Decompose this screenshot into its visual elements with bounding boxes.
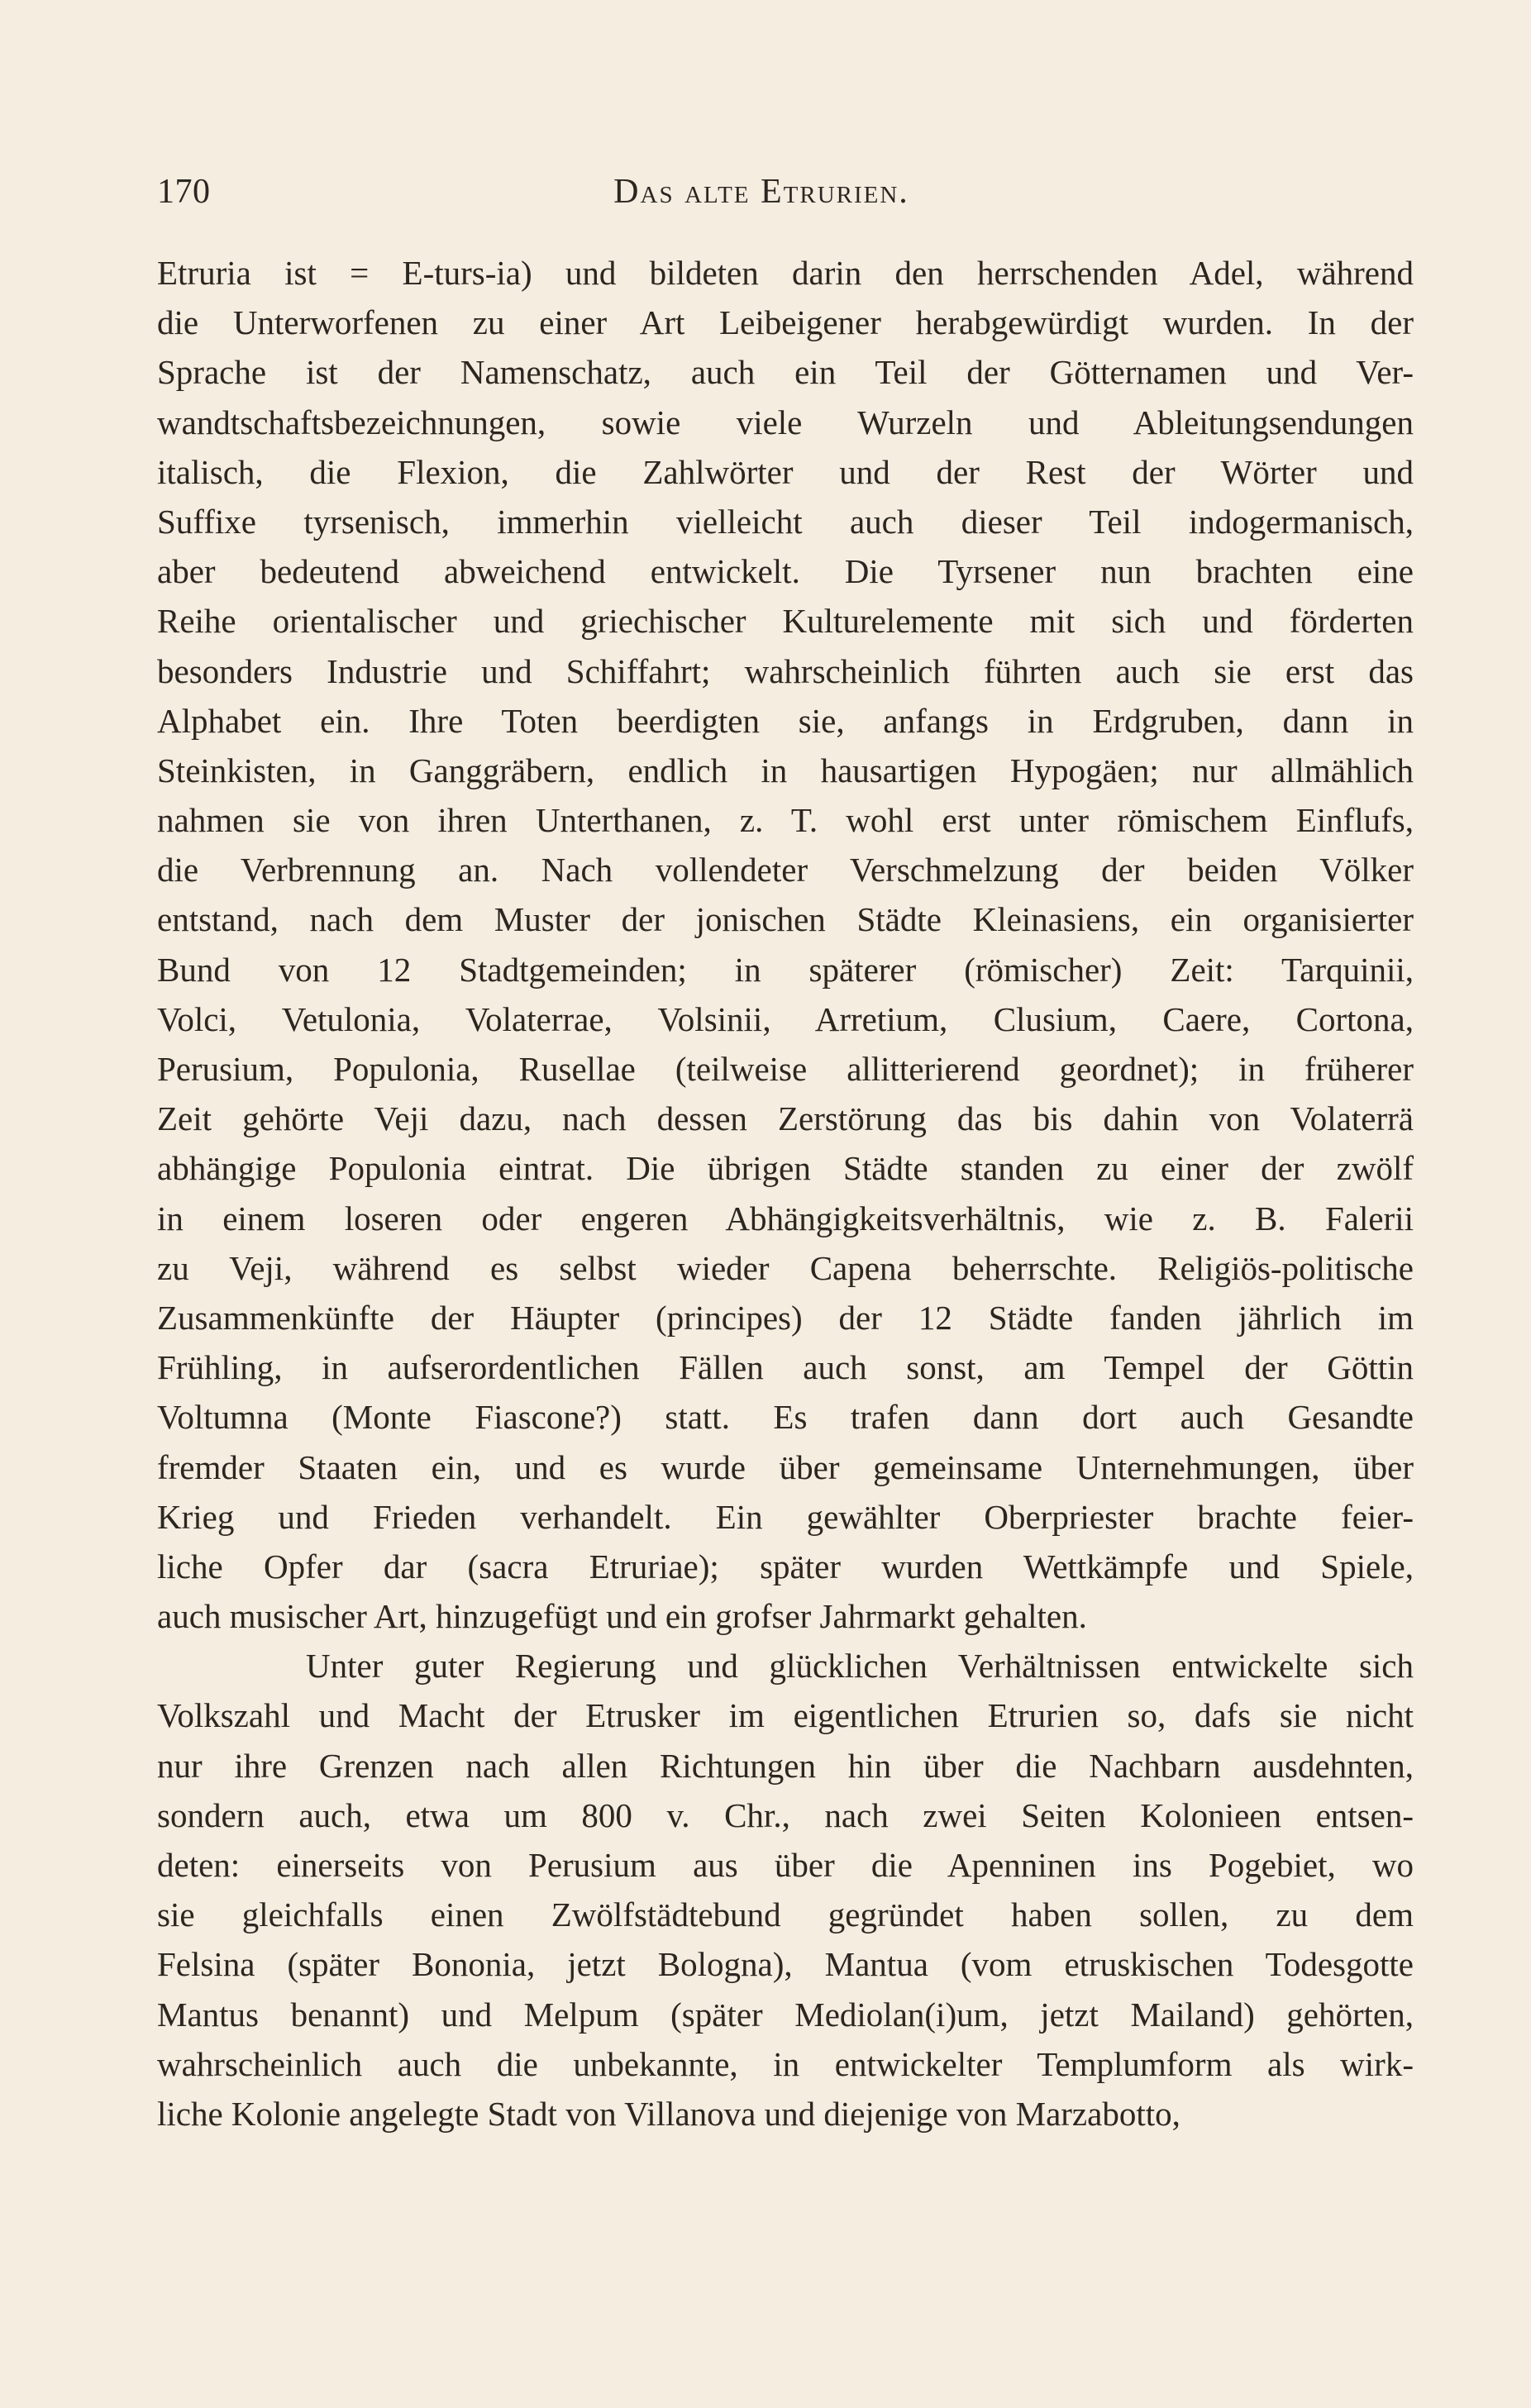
text-line: fremder Staaten ein, und es wurde über gemeinsame Unternehmungen, über (157, 1447, 1414, 1486)
page-number: 170 (157, 173, 211, 211)
text-line: zu Veji, während es selbst wieder Capena beherrschte. Religiös-politische (157, 1248, 1414, 1287)
text-line: abhängige Populonia eintrat. Die übrigen Städte standen zu einer der zwölf (157, 1149, 1414, 1188)
running-title: Das alte Etrurien. (613, 173, 909, 211)
text-line: entstand, nach dem Muster der jonischen Städte Kleinasiens, ein organisierter (157, 900, 1414, 939)
text-line: besonders Industrie und Schiffahrt; wahrscheinlich führten auch sie erst das (157, 651, 1414, 690)
paragraph (157, 1641, 1414, 2139)
text-line: italisch, die Flexion, die Zahlwörter und der Rest der Wörter und (157, 452, 1414, 491)
text-line: Voltumna (Monte Fiascone?) statt. Es trafen dann dort auch Gesandte (157, 1398, 1414, 1437)
text-line: Steinkisten, in Ganggräbern, endlich in hausartigen Hypogäen; nur allmählich (157, 751, 1414, 789)
text-line: Sprache ist der Namenschatz, auch ein Teil der Götternamen und Ver- (157, 353, 1414, 392)
text-line: Zusammenkünfte der Häupter (principes) der 12 Städte fanden jährlich im (157, 1298, 1414, 1337)
text-line: wahrscheinlich auch die unbekannte, in entwickelter Templumform als wirk- (157, 2044, 1414, 2083)
page-header (157, 172, 1366, 218)
text-line: Alphabet ein. Ihre Toten beerdigten sie, anfangs in Erdgruben, dann in (157, 701, 1414, 740)
text-line: sondern auch, etwa um 800 v. Chr., nach zwei Seiten Kolonieen entsen- (157, 1795, 1414, 1834)
text-line: Volci, Vetulonia, Volaterrae, Volsinii, Arretium, Clusium, Caere, Cortona, (157, 999, 1414, 1038)
text-line: Zeit gehörte Veji dazu, nach dessen Zerstörung das bis dahin von Volaterrä (157, 1099, 1414, 1138)
text-line: die Verbrennung an. Nach vollendeter Verschmelzung der beiden Völker (157, 851, 1414, 889)
text-line: Frühling, in aufserordentlichen Fällen auch sonst, am Tempel der Göttin (157, 1348, 1414, 1387)
text-line: deten: einerseits von Perusium aus über die Apenninen ins Pogebiet, wo (157, 1846, 1414, 1884)
text-line: Mantus benannt) und Melpum (später Mediolan(i)um, jetzt Mailand) gehörten, (157, 1995, 1414, 2034)
text-line: Krieg und Frieden verhandelt. Ein gewählter Oberpriester brachte feier- (157, 1497, 1414, 1536)
text-line: Unter guter Regierung und glücklichen Verhältnissen entwickelte sich (306, 1647, 1414, 1686)
text-line: die Unterworfenen zu einer Art Leibeigener herabgewürdigt wurden. In der (157, 303, 1414, 342)
text-line: Bund von 12 Stadtgemeinden; in späterer (römischer) Zeit: Tarquinii, (157, 950, 1414, 989)
text-line: liche Opfer dar (sacra Etruriae); später wurden Wettkämpfe und Spiele, (157, 1547, 1414, 1585)
text-line: aber bedeutend abweichend entwickelt. Die Tyrsener nun brachten eine (157, 552, 1414, 591)
text-line: nur ihre Grenzen nach allen Richtungen hin über die Nachbarn ausdehnten, (157, 1746, 1414, 1785)
body-text (157, 248, 1414, 2139)
text-line: liche Kolonie angelegte Stadt von Villanova und diejenige von Marzabotto, (157, 2094, 1180, 2133)
text-line: nahmen sie von ihren Unterthanen, z. T. wohl erst unter römischem Einflufs, (157, 801, 1414, 840)
text-line: in einem loseren oder engeren Abhängigkeitsverhältnis, wie z. B. Falerii (157, 1199, 1414, 1237)
text-line: Reihe orientalischer und griechischer Kulturelemente mit sich und förderten (157, 602, 1414, 641)
text-line: Perusium, Populonia, Rusellae (teilweise allitterierend geordnet); in früherer (157, 1050, 1414, 1088)
text-line: Felsina (später Bononia, jetzt Bologna), Mantua (vom etruskischen Todesgotte (157, 1945, 1414, 1984)
text-line: wandtschaftsbezeichnungen, sowie viele Wurzeln und Ableitungsendungen (157, 403, 1414, 441)
text-line: sie gleichfalls einen Zwölfstädtebund gegründet haben sollen, zu dem (157, 1895, 1414, 1934)
text-line: Volkszahl und Macht der Etrusker im eigentlichen Etrurien so, dafs sie nicht (157, 1696, 1414, 1735)
text-line: auch musischer Art, hinzugefügt und ein grofser Jahrmarkt gehalten. (157, 1597, 1087, 1636)
text-line: Etruria ist = E-turs-ia) und bildeten darin den herrschenden Adel, während (157, 254, 1414, 292)
paragraph (157, 248, 1414, 1641)
text-line: Suffixe tyrsenisch, immerhin vielleicht auch dieser Teil indogermanisch, (157, 502, 1414, 541)
